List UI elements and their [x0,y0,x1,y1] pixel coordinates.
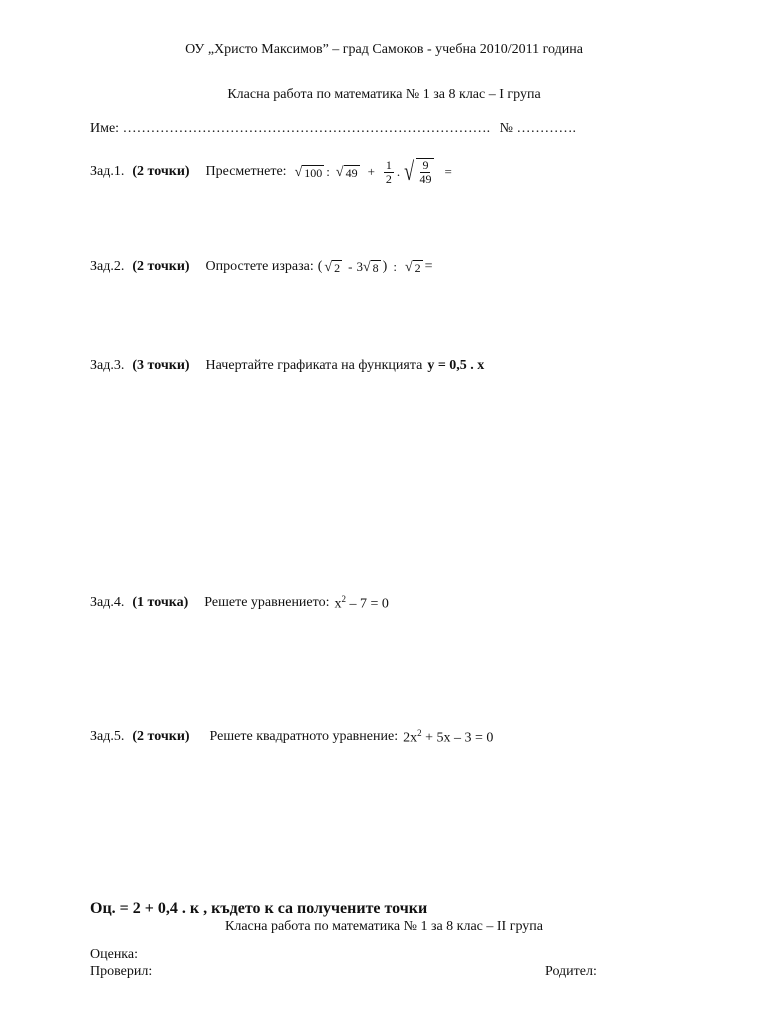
task-3 [90,358,484,374]
name-line [90,121,576,137]
task-2-expression: ( √ 2 - 3 √ 8 ) : √ 2 = [317,259,433,275]
sqrt-8: √ 8 [362,259,379,275]
number-label: № [499,121,513,136]
task-text: Начертайте графиката на функцията [205,358,423,373]
sqrt-100: √ 100 [294,164,323,180]
second-group-title: Класна работа по математика № 1 за 8 клас – II група [225,919,543,934]
task-4 [90,594,389,613]
task-label: Зад.1. [90,164,125,179]
task-points: (2 точки) [132,164,190,179]
task-2 [90,257,433,277]
sqrt-fraction: √ $\frac{9}{49}$ [402,158,434,186]
number-dots: …………. [516,121,576,136]
task-text: Пресметнете: [205,164,287,179]
fraction-one-half: $\frac{1}{2}$ [385,157,392,186]
task-equation: $2x^2 + 5x - 3 = 0$ [403,728,494,746]
sqrt-49: √ 49 [335,164,358,180]
task-label: Зад.5. [90,729,125,745]
checked-by-label: Проверил: [90,964,153,979]
task-label: Зад.4. [90,595,125,611]
task-text: Решете уравнението: [204,595,330,611]
test-title: Класна работа по математика № 1 за 8 клас – I група [227,87,541,102]
task-function: y = 0,5 . x [427,358,485,373]
task-5 [90,728,493,747]
task-1 [90,152,452,192]
task-text: Решете квадратното уравнение: [209,729,399,745]
school-header: ОУ „Христо Максимов” – град Самоков - учебна 2010/2011 година [185,42,583,57]
task-label: Зад.2. [90,259,125,274]
task-label: Зад.3. [90,358,125,373]
task-points: (2 точки) [132,729,190,745]
task-equation: $x^2 - 7 = 0$ [334,594,389,612]
name-label: Име: [90,121,120,136]
op-divide: : [326,164,330,179]
op-dot: . [396,164,401,179]
sqrt-2: √ 2 [324,259,341,275]
sqrt-2b: √ 2 [404,259,421,275]
task-points: (2 точки) [132,259,190,274]
grade-label: Оценка: [90,947,139,962]
op-plus: + [367,164,375,179]
task-points: (3 точки) [132,358,190,373]
parent-label: Родител: [545,964,597,979]
task-points: (1 точка) [132,595,189,611]
op-equals: = [444,164,452,179]
name-dots: ……………………………………………………………………. [122,121,491,136]
task-1-expression [293,158,452,186]
grading-formula: Оц. = 2 + 0,4 . к , където к са получените точки [90,900,428,917]
task-text: Опростете израза: [205,259,314,274]
